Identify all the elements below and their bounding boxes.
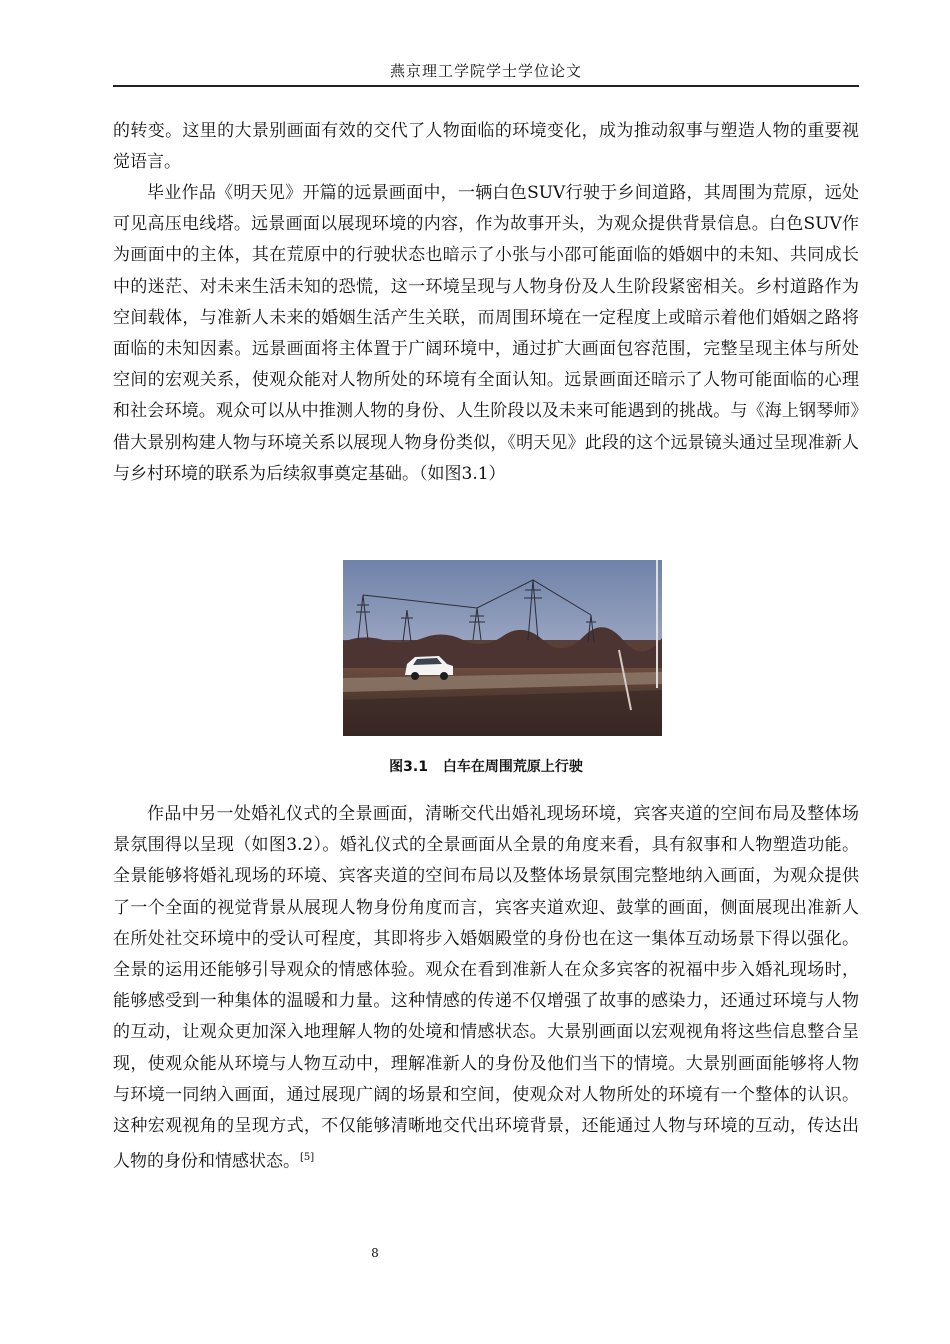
landscape-photo [343,560,662,736]
citation-ref[interactable]: [5] [300,1152,315,1164]
paragraph-3 [113,799,859,1178]
paragraph-1: 的转变。这里的大景别画面有效的交代了人物面临的环境变化，成为推动叙事与塑造人物的重要视觉语言。 [113,121,859,173]
running-header: 燕京理工学院学士学位论文 [389,62,582,80]
paragraph-3-text: 作品中另一处婚礼仪式的全景画面，清晰交代出婚礼现场环境，宾客夹道的空间布局及整体场景氛围得以呈现（如图3.2）。婚礼仪式的全景画面从全景的角度来看，具有叙事和人物塑造功能。全景能够将婚礼现场的环境、宾客夹道的空间布局以及整体场景氛围完整地纳入画面，为观众提供了一个全面的视觉背景从展现人物身份角度而言，宾客夹道欢迎、鼓掌的画面，侧面展现出准新人在所处社交环境中的受认可程度，其即将步入婚姻殿堂的身份也在这一集体互动场景下得以强化。全景的运用还能够引导观众的情感体验。观众在看到准新人在众多宾客的祝福中步入婚礼现场时，能够感受到一种集体的温暖和力量。这种情感的传递不仅增强了故事的感染力，还通过环境与人物的互动，让观众更加深入地理解人物的处境和情感状态。大景别画面以宏观视角将这些信息整合呈现，使观众能从环境与人物互动中，理解准新人的身份及他们当下的情境。大景别画面能够将人物与环境一同纳入画面，通过展现广阔的场景和空间，使观众对人物所处的环境有一个整体的认识。这种宏观视角的呈现方式，不仅能够清晰地交代出环境背景，还能通过人物与环境的互动，传达出人物的身份和情感状态。 [113,804,859,1172]
page-number: 8 [371,1246,379,1260]
header-rule [113,85,859,87]
figure-white-suv-landscape [343,560,662,736]
figure-caption: 图3.1 白车在周围荒原上行驶 [389,759,583,775]
paragraph-2: 毕业作品《明天见》开篇的远景画面中，一辆白色SUV行驶于乡间道路，其周围为荒原，远处可见高压电线塔。远景画面以展现环境的内容，作为故事开头，为观众提供背景信息。白色SUV作为画面中的主体，其在荒原中的行驶状态也暗示了小张与小邵可能面临的婚姻中的未知、共同成长中的迷茫、对未来生活未知的恐慌，这一环境呈现与人物身份及人生阶段紧密相关。乡村道路作为空间载体，与准新人未来的婚姻生活产生关联，而周围环境在一定程度上或暗示着他们婚姻之路将面临的未知因素。远景画面将主体置于广阔环境中，通过扩大画面包容范围，完整呈现主体与所处空间的宏观关系，使观众能对人物所处的环境有全面认知。远景画面还暗示了人物可能面临的心理和社会环境。观众可以从中推测人物的身份、人生阶段以及未来可能遇到的挑战。与《海上钢琴师》借大景别构建人物与环境关系以展现人物身份类似，《明天见》此段的这个远景镜头通过呈现准新人与乡村环境的联系为后续叙事奠定基础。（如图3.1） [113,183,859,484]
